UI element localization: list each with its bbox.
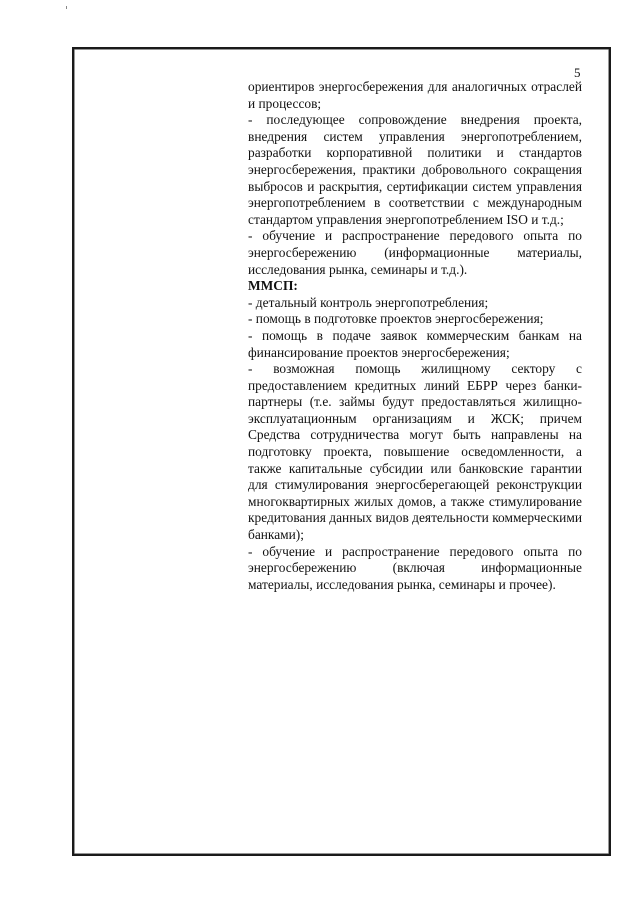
paragraph-bank-applications: - помощь в подаче заявок коммерческим банкам на финансирование проектов энергосбережения;: [248, 327, 582, 360]
document-body: [248, 79, 582, 593]
paragraph-energy-control: - детальный контроль энергопотребления;: [248, 294, 489, 310]
paragraph-housing-sector: - возможная помощь жилищному сектору с предоставлением кредитных линий ЕБРР через банки-партнеры (т.е. займы будут предоставляться жилищно-эксплуатационным организациям и ЖСК; причем Средства сотрудничества могут быть направлены на подготовку проекта, повышение осведомленности, а также капитальные субсидии или банковские гарантии для стимулирования энергосберегающей реконструкции многоквартирных жилых домов, а также стимулирование кредитования данных видов деятельности коммерческими банками);: [248, 361, 582, 543]
paragraph-training: - обучение и распространение передового опыта по энергосбережению (информационные материалы, исследования рынка, семинары и т.д.).: [248, 228, 582, 277]
paragraph-project-preparation: - помощь в подготовке проектов энергосбережения;: [248, 311, 544, 327]
paragraph-benchmarks: ориентиров энергосбережения для аналогичных отраслей и процессов;: [248, 79, 582, 111]
scan-speck: [66, 6, 67, 9]
paragraph-training-2: - обучение и распространение передового опыта по энергосбережению (включая информационные материалы, исследования рынка, семинары и прочее).: [248, 543, 582, 592]
section-heading-mmsp: ММСП:: [248, 278, 298, 294]
paragraph-project-support: - последующее сопровождение внедрения проекта, внедрения систем управления энергопотреблением, разработки корпоративной политики и стандартов энергосбережения, практики добровольного сокращения выбросов и раскрытия, сертификации систем управления энергопотреблением в соответствии с международным стандартом управления энергопотреблением ISO и т.д.;: [248, 112, 582, 227]
page-number: 5: [574, 65, 581, 80]
